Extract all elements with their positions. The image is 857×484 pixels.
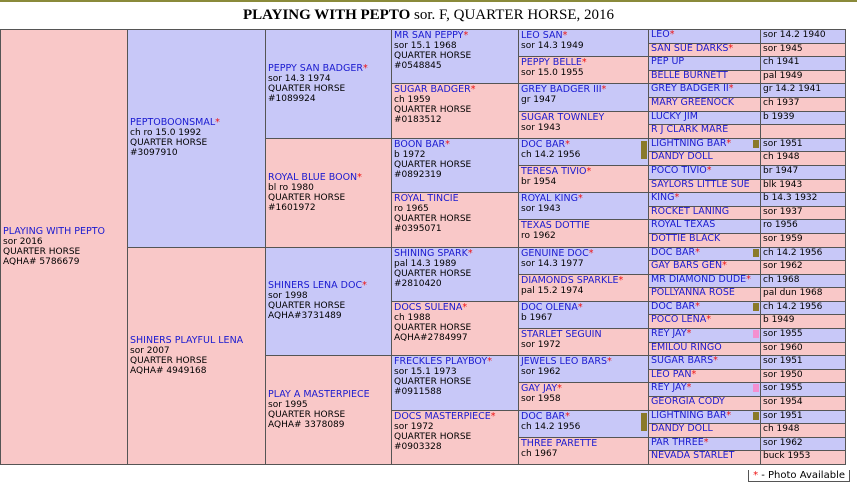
horse-name-link[interactable]: JEWELS LEO BARS*	[521, 356, 612, 368]
gen6-color-year-cell: sor 1950	[761, 369, 846, 383]
horse-name-link[interactable]: GAY BARS GEN*	[651, 260, 727, 272]
legend-text: - Photo Available	[758, 470, 845, 481]
horse-color-year: sor 1972	[394, 421, 434, 432]
horse-name-link[interactable]: MR DIAMOND DUDE*	[651, 274, 751, 285]
horse-color-year: pal 15.2 1974	[521, 285, 584, 296]
gen6-horse-name-cell[interactable]	[649, 301, 761, 315]
gen6-color-year-cell: sor 1945	[761, 43, 846, 57]
horse-name-link[interactable]: LEO PAN*	[651, 369, 697, 380]
gen5-horse-cell[interactable]	[519, 437, 649, 464]
horse-name-link[interactable]: R J CLARK MARE	[651, 124, 729, 136]
photo-star: *	[462, 301, 468, 313]
horse-name-link[interactable]: SUGAR BADGER*	[394, 84, 476, 96]
horse-name-link[interactable]: ROYAL TINCIE	[394, 193, 459, 205]
horse-registration: #3097910	[130, 148, 178, 159]
horse-name-link[interactable]: PLAY A MASTERPIECE	[268, 389, 370, 401]
gen5-horse-cell[interactable]	[519, 383, 649, 410]
horse-name-link[interactable]: MARY GREENOCK	[651, 97, 734, 108]
horse-registration: #0183512	[394, 115, 442, 126]
gen6-horse-name-cell[interactable]	[649, 138, 761, 152]
horse-name-link[interactable]: DOC BAR*	[521, 410, 570, 422]
title-bar	[0, 0, 857, 30]
gen6-horse-name-cell[interactable]	[649, 288, 761, 302]
horse-name-link[interactable]: SAN SUE DARKS*	[651, 43, 734, 54]
photo-star: *	[618, 274, 624, 286]
photo-marker	[753, 412, 759, 420]
photo-star: *	[728, 43, 734, 54]
gen6-horse-name-cell[interactable]	[649, 206, 761, 220]
horse-name-link[interactable]: LIGHTNING BAR*	[651, 138, 732, 149]
horse-registration: #0548845	[394, 61, 442, 71]
horse-color-year: sor 14.3 1977	[521, 258, 584, 269]
gen6-horse-name-cell[interactable]	[649, 329, 761, 343]
horse-registration: #0903328	[394, 441, 442, 452]
page-title	[243, 7, 614, 23]
horse-name-link[interactable]: DOC OLENA*	[521, 301, 583, 313]
horse-name-link[interactable]: TERESA TIVIO*	[521, 165, 592, 177]
horse-name-link[interactable]: GREY BADGER III*	[521, 84, 607, 96]
horse-color-year: b 1967	[521, 312, 553, 323]
horse-breed: QUARTER HORSE	[394, 105, 472, 116]
gen6-color-year-cell: ch 14.2 1956	[761, 247, 846, 261]
gen6-color-year-cell: sor 1951	[761, 410, 846, 424]
photo-star: *	[215, 117, 220, 129]
photo-marker	[753, 330, 759, 338]
gen6-color-year-cell: sor 1951	[761, 356, 846, 370]
gen6-horse-name-cell[interactable]	[649, 424, 761, 438]
horse-breed: QUARTER HORSE	[394, 214, 472, 225]
photo-star: *	[695, 301, 700, 312]
photo-star: *	[362, 62, 368, 74]
horse-color-year: sor 15.0 1955	[521, 68, 584, 79]
horse-color-year: sor 14.3 1974	[268, 73, 331, 84]
gen6-color-year-cell: sor 1960	[761, 342, 846, 356]
gen3-horse-cell[interactable]	[266, 356, 392, 465]
gen5-horse-cell[interactable]	[519, 329, 649, 356]
gen4-horse-cell[interactable]	[392, 138, 519, 192]
horse-name-link[interactable]: PEPPY SAN BADGER*	[268, 62, 368, 74]
horse-breed: QUARTER HORSE	[130, 355, 208, 366]
gen5-horse-cell[interactable]	[519, 111, 649, 138]
horse-name-link[interactable]: POLLYANNA ROSE	[651, 287, 735, 299]
horse-color-year: sor 2007	[130, 345, 170, 356]
horse-color-year: sor 1943	[521, 122, 561, 133]
horse-name-link[interactable]: ROYAL BLUE BOON*	[268, 171, 362, 183]
gen4-horse-cell[interactable]	[392, 84, 519, 138]
subject-breed: QUARTER HORSE	[3, 247, 81, 257]
photo-star: *	[728, 83, 734, 95]
horse-color-year: ch 1967	[521, 448, 558, 459]
photo-star: *	[726, 138, 732, 149]
gen4-horse-cell[interactable]	[392, 301, 519, 355]
horse-color-year: br 1954	[521, 176, 557, 187]
title-horse-name: PLAYING WITH PEPTO	[242, 7, 411, 23]
horse-registration: AQHA#3731489	[268, 311, 342, 322]
horse-name-link[interactable]: LEO SAN*	[521, 30, 568, 41]
pedigree-table	[0, 29, 846, 465]
gen5-horse-cell[interactable]	[519, 410, 649, 437]
horse-breed: QUARTER HORSE	[130, 138, 208, 149]
gen6-color-year-cell: blk 1943	[761, 179, 846, 193]
horse-color-year: ch ro 15.0 1992	[130, 128, 202, 139]
photo-star: *	[586, 165, 592, 177]
gen6-horse-name-cell[interactable]	[649, 152, 761, 166]
horse-name-link[interactable]: DANDY DOLL	[651, 151, 713, 163]
photo-star: *	[490, 410, 496, 422]
subject-registration: AQHA# 5786679	[3, 257, 80, 267]
gen6-horse-name-cell[interactable]	[649, 247, 761, 261]
horse-breed: QUARTER HORSE	[268, 301, 346, 312]
horse-registration: #1089924	[268, 93, 316, 104]
horse-breed: QUARTER HORSE	[394, 51, 472, 61]
gen6-color-year-cell: b 1939	[761, 111, 846, 125]
gen6-color-year-cell: ch 14.2 1956	[761, 301, 846, 315]
horse-registration: #2810420	[394, 278, 442, 289]
gen6-color-year-cell: sor 1962	[761, 437, 846, 451]
gen6-color-year-cell: b 1949	[761, 315, 846, 329]
horse-color-year: sor 1972	[521, 340, 561, 351]
horse-breed: QUARTER HORSE	[268, 83, 346, 94]
photo-star: *	[487, 356, 492, 368]
subject-color-year: sor 2016	[3, 237, 43, 247]
horse-name-link[interactable]: REY JAY*	[651, 328, 692, 340]
gen6-horse-name-cell[interactable]	[649, 356, 761, 370]
horse-color-year: ch 1988	[394, 312, 431, 323]
photo-star: *	[463, 30, 469, 41]
horse-name-link[interactable]: SAYLORS LITTLE SUE	[651, 179, 750, 190]
gen4-horse-cell[interactable]	[392, 30, 519, 84]
gen6-color-year-cell: ch 1968	[761, 274, 846, 288]
horse-name-link[interactable]: SHINERS LENA DOC*	[268, 280, 367, 292]
horse-registration: AQHA#2784997	[394, 332, 468, 343]
photo-star: *	[706, 165, 712, 176]
gen6-horse-name-cell[interactable]	[649, 30, 761, 44]
gen2-horse-cell[interactable]	[128, 30, 266, 248]
horse-color-year: ch 14.2 1956	[521, 149, 581, 160]
horse-registration: AQHA# 3378089	[268, 420, 345, 431]
gen6-color-year-cell: gr 14.2 1941	[761, 84, 846, 98]
horse-color-year: sor 15.1 1973	[394, 367, 457, 378]
photo-star: *	[726, 410, 732, 421]
photo-star: *	[357, 171, 362, 183]
horse-name-link[interactable]: PEPPY BELLE*	[521, 57, 587, 69]
gen5-horse-cell[interactable]	[519, 193, 649, 220]
gen6-color-year-cell	[761, 125, 846, 139]
gen6-horse-name-cell[interactable]	[649, 57, 761, 71]
horse-name-link[interactable]: PEP UP	[651, 56, 685, 68]
photo-star: *	[669, 29, 675, 40]
gen6-color-year-cell: sor 1955	[761, 383, 846, 397]
horse-color-year: sor 14.3 1949	[521, 41, 584, 51]
gen5-horse-cell[interactable]	[519, 165, 649, 192]
photo-marker	[753, 140, 759, 148]
horse-color-year: sor 1962	[521, 367, 561, 378]
gen5-horse-cell[interactable]	[519, 30, 649, 57]
horse-name-link[interactable]: DOC BAR*	[521, 138, 570, 150]
photo-star: *	[565, 410, 570, 422]
gen5-horse-cell[interactable]	[519, 220, 649, 247]
gen6-horse-name-cell[interactable]	[649, 97, 761, 111]
gen6-horse-name-cell[interactable]	[649, 125, 761, 139]
horse-registration: #1601972	[268, 202, 316, 213]
photo-marker	[641, 413, 647, 431]
photo-star: *	[470, 84, 476, 96]
horse-name-link[interactable]: FRECKLES PLAYBOY*	[394, 356, 492, 368]
photo-star: *	[577, 301, 583, 313]
gen6-horse-name-cell[interactable]	[649, 342, 761, 356]
gen6-horse-name-cell[interactable]	[649, 397, 761, 411]
gen5-horse-cell[interactable]	[519, 301, 649, 328]
horse-name-link[interactable]: SHINING SPARK*	[394, 247, 473, 259]
gen6-horse-name-cell[interactable]	[649, 43, 761, 57]
gen6-horse-name-cell[interactable]	[649, 315, 761, 329]
horse-name-link[interactable]: ROYAL TEXAS	[651, 219, 716, 231]
horse-registration: #0911588	[394, 387, 442, 398]
horse-name-link[interactable]: SUGAR BARS*	[651, 355, 718, 367]
gen6-color-year-cell: sor 14.2 1940	[761, 30, 846, 44]
gen5-horse-cell[interactable]	[519, 247, 649, 274]
horse-color-year: ch 1959	[394, 95, 431, 106]
gen6-color-year-cell: buck 1953	[761, 451, 846, 465]
photo-star: *	[362, 280, 367, 292]
photo-star: *	[557, 383, 562, 395]
photo-legend	[748, 470, 850, 482]
horse-name-link[interactable]: MR SAN PEPPY*	[394, 30, 469, 41]
gen5-horse-cell[interactable]	[519, 57, 649, 84]
horse-name-link[interactable]: STARLET SEGUIN	[521, 329, 602, 341]
photo-star: *	[706, 314, 711, 326]
photo-marker	[641, 141, 647, 159]
horse-color-year: sor 1958	[521, 394, 561, 405]
horse-name-link[interactable]: PEPTOBOONSMAL*	[130, 117, 220, 129]
horse-name-link[interactable]: SUGAR TOWNLEY	[521, 111, 605, 123]
gen6-horse-name-cell[interactable]	[649, 410, 761, 424]
horse-breed: QUARTER HORSE	[394, 268, 472, 279]
horse-color-year: ch 14.2 1956	[521, 421, 581, 432]
horse-color-year: sor 1943	[521, 204, 561, 215]
gen5-horse-cell[interactable]	[519, 356, 649, 383]
horse-name-link[interactable]: REY JAY*	[651, 382, 692, 394]
gen6-color-year-cell: br 1947	[761, 165, 846, 179]
horse-registration: #0395071	[394, 224, 442, 235]
gen4-horse-cell[interactable]	[392, 247, 519, 301]
legend-star: *	[753, 470, 759, 481]
gen5-horse-cell[interactable]	[519, 84, 649, 111]
horse-color-year: b 1972	[394, 149, 426, 160]
photo-star: *	[703, 437, 709, 448]
gen6-color-year-cell: sor 1962	[761, 261, 846, 275]
horse-name-link[interactable]: DOC BAR*	[651, 301, 700, 312]
horse-breed: QUARTER HORSE	[268, 410, 346, 421]
horse-name-link[interactable]: GREY BADGER II*	[651, 83, 734, 95]
gen3-horse-cell[interactable]	[266, 30, 392, 139]
gen6-color-year-cell: sor 1955	[761, 329, 846, 343]
gen6-horse-name-cell[interactable]	[649, 84, 761, 98]
gen6-color-year-cell: ch 1941	[761, 57, 846, 71]
horse-name-link[interactable]: TEXAS DOTTIE	[521, 220, 590, 232]
photo-star: *	[713, 355, 718, 367]
photo-marker	[753, 249, 759, 257]
horse-registration: AQHA# 4949168	[130, 365, 207, 376]
horse-name-link[interactable]: NEVADA STARLET	[651, 450, 735, 462]
gen4-horse-cell[interactable]	[392, 193, 519, 247]
horse-color-year: ro 1962	[521, 231, 556, 242]
title-horse-details: sor. F, QUARTER HORSE, 2016	[414, 7, 615, 23]
photo-marker	[753, 384, 759, 392]
horse-name-link[interactable]: ROCKET LANING	[651, 206, 730, 217]
horse-name-link[interactable]: BOON BAR*	[394, 138, 450, 150]
gen6-horse-name-cell[interactable]	[649, 193, 761, 207]
photo-marker	[753, 303, 759, 311]
gen6-horse-name-cell[interactable]	[649, 220, 761, 234]
horse-name-link[interactable]: ROYAL KING*	[521, 193, 583, 205]
photo-star: *	[686, 328, 692, 340]
horse-breed: QUARTER HORSE	[394, 377, 472, 388]
horse-breed: QUARTER HORSE	[268, 192, 346, 203]
horse-name-link[interactable]: LIGHTNING BAR*	[651, 410, 732, 421]
horse-name-link[interactable]: THREE PARETTE	[521, 437, 598, 449]
horse-name-link[interactable]: DOTTIE BLACK	[651, 233, 721, 244]
horse-breed: QUARTER HORSE	[394, 159, 472, 170]
horse-name-link[interactable]: POCO LENA*	[651, 314, 711, 326]
gen2-horse-cell[interactable]	[128, 247, 266, 465]
photo-star: *	[577, 193, 583, 205]
gen5-horse-cell[interactable]	[519, 274, 649, 301]
gen6-horse-name-cell[interactable]	[649, 451, 761, 465]
gen6-horse-name-cell[interactable]	[649, 437, 761, 451]
gen6-horse-name-cell[interactable]	[649, 369, 761, 383]
gen6-color-year-cell: ro 1956	[761, 220, 846, 234]
horse-name-link[interactable]: GEORGIA CODY	[651, 396, 725, 408]
horse-registration: #0892319	[394, 169, 442, 180]
horse-name-link[interactable]: LEO*	[651, 29, 675, 40]
gen6-horse-name-cell[interactable]	[649, 383, 761, 397]
gen6-horse-name-cell[interactable]	[649, 70, 761, 84]
horse-color-year: sor 1998	[268, 291, 308, 302]
horse-breed: QUARTER HORSE	[394, 431, 472, 442]
horse-name-link[interactable]: SHINERS PLAYFUL LENA	[130, 334, 244, 346]
gen3-horse-cell[interactable]	[266, 247, 392, 356]
horse-name-link[interactable]: EMILOU RINGO	[651, 342, 722, 353]
photo-star: *	[606, 356, 612, 368]
gen6-color-year-cell: ch 1948	[761, 424, 846, 438]
gen3-horse-cell[interactable]	[266, 138, 392, 247]
horse-name-link[interactable]: LUCKY JIM	[651, 111, 698, 122]
horse-name-link[interactable]: DOCS SULENA*	[394, 301, 468, 313]
photo-star: *	[581, 57, 587, 69]
photo-star: *	[691, 369, 697, 380]
horse-name-link[interactable]: DIAMONDS SPARKLE*	[521, 274, 624, 286]
horse-color-year: sor 15.1 1968	[394, 41, 457, 51]
horse-color-year: ro 1965	[394, 204, 429, 215]
gen6-horse-name-cell[interactable]	[649, 274, 761, 288]
gen4-horse-cell[interactable]	[392, 356, 519, 410]
gen6-color-year-cell: b 14.3 1932	[761, 193, 846, 207]
gen6-color-year-cell: sor 1954	[761, 397, 846, 411]
photo-star: *	[565, 138, 570, 150]
photo-star: *	[601, 84, 607, 96]
photo-star: *	[674, 192, 680, 204]
gen4-horse-cell[interactable]	[392, 410, 519, 464]
subject-horse-cell[interactable]	[1, 30, 128, 465]
photo-star: *	[746, 274, 751, 285]
photo-star: *	[562, 30, 568, 41]
gen6-color-year-cell: pal dun 1968	[761, 288, 846, 302]
horse-name-link[interactable]: BELLE BURNETT	[651, 70, 728, 81]
horse-name-link[interactable]: PAR THREE*	[651, 437, 709, 448]
photo-star: *	[588, 247, 594, 259]
horse-name-link[interactable]: GAY JAY*	[521, 383, 562, 395]
horse-name-link[interactable]: POCO TIVIO*	[651, 165, 712, 176]
gen6-color-year-cell: pal 1949	[761, 70, 846, 84]
gen6-horse-name-cell[interactable]	[649, 233, 761, 247]
horse-color-year: gr 1947	[521, 95, 557, 106]
horse-name-link[interactable]: DOC BAR*	[651, 247, 700, 258]
subject-name-link[interactable]: PLAYING WITH PEPTO	[3, 226, 105, 237]
gen6-color-year-cell: ch 1948	[761, 152, 846, 166]
gen6-color-year-cell: sor 1937	[761, 206, 846, 220]
gen6-horse-name-cell[interactable]	[649, 179, 761, 193]
gen6-horse-name-cell[interactable]	[649, 165, 761, 179]
photo-star: *	[686, 382, 692, 394]
photo-star: *	[695, 247, 700, 258]
gen6-color-year-cell: ch 1937	[761, 97, 846, 111]
photo-star: *	[467, 247, 473, 259]
gen5-horse-cell[interactable]	[519, 138, 649, 165]
photo-star: *	[445, 138, 450, 150]
horse-name-link[interactable]: DANDY DOLL	[651, 423, 713, 435]
horse-color-year: pal 14.3 1989	[394, 258, 457, 269]
gen6-color-year-cell: sor 1959	[761, 233, 846, 247]
horse-color-year: sor 1995	[268, 400, 308, 411]
horse-name-link[interactable]: DOCS MASTERPIECE*	[394, 410, 496, 422]
horse-color-year: bl ro 1980	[268, 182, 314, 193]
gen6-horse-name-cell[interactable]	[649, 111, 761, 125]
photo-star: *	[722, 260, 727, 272]
horse-name-link[interactable]: KING*	[651, 192, 680, 204]
gen6-horse-name-cell[interactable]	[649, 261, 761, 275]
gen6-color-year-cell: sor 1951	[761, 138, 846, 152]
horse-breed: QUARTER HORSE	[394, 322, 472, 333]
horse-name-link[interactable]: GENUINE DOC*	[521, 247, 594, 259]
